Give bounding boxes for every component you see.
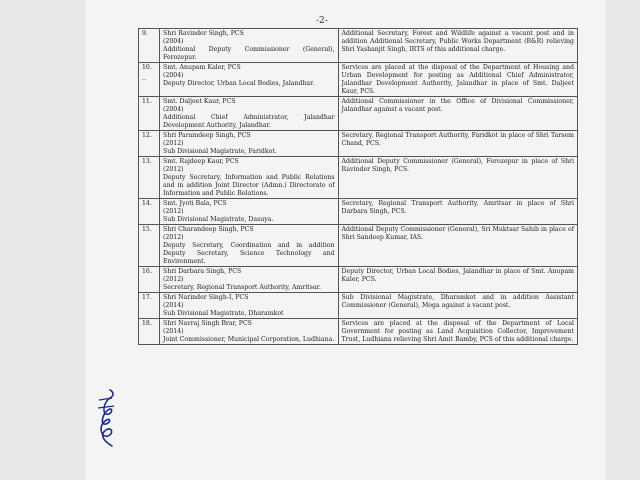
officer-batch: (2012)	[163, 208, 184, 215]
officer-name: Shri Darbara Singh, PCS	[163, 268, 242, 275]
officer-name: Shri Navraj Singh Brar, PCS	[163, 320, 252, 327]
table-row	[139, 199, 578, 225]
margin-mark: --	[142, 76, 147, 83]
table-row	[139, 131, 578, 157]
new-posting-cell: Deputy Director, Urban Local Bodies, Jalandhar in place of Smt. Anupam Kaler, PCS.	[338, 267, 577, 293]
serial-number: 14.	[139, 199, 160, 225]
table-body	[139, 29, 578, 345]
transfer-orders-table	[138, 28, 578, 345]
officer-cell	[160, 29, 339, 63]
officer-batch: (2004)	[163, 106, 184, 113]
table-row	[139, 293, 578, 319]
officer-name: Shri Paramdeep Singh, PCS	[163, 132, 251, 139]
officer-cell	[160, 63, 339, 97]
new-posting-cell: Additional Secretary, Forest and Wildlife against a vacant post and in addition Additional Secretary, Public Works Department (B&R) relieving Shri Yashanjit Singh, IRTS of this additional charge.	[338, 29, 577, 63]
serial-number: 17.	[139, 293, 160, 319]
officer-name: Smt. Anupam Kaler, PCS	[163, 64, 241, 71]
officer-current-post: Additional Deputy Commissioner (General), Ferozepur.	[163, 46, 335, 61]
officer-name: Smt. Daljeet Kaur, PCS	[163, 98, 236, 105]
officer-current-post: Deputy Secretary, Coordination and in addition Deputy Secretary, Science Technology and Environment.	[163, 242, 335, 265]
officer-batch: (2012)	[163, 276, 184, 283]
officer-batch: (2014)	[163, 302, 184, 309]
table-row	[139, 225, 578, 267]
serial-number: 10.	[139, 63, 160, 97]
serial-number: 9.	[139, 29, 160, 63]
officer-current-post: Sub Divisional Magistrate, Faridkot.	[163, 148, 277, 155]
serial-number: 11.	[139, 97, 160, 131]
officer-cell	[160, 199, 339, 225]
serial-number: 18.	[139, 319, 160, 345]
serial-number: 12.	[139, 131, 160, 157]
officer-current-post: Joint Commissioner, Municipal Corporation, Ludhiana.	[163, 336, 335, 343]
officer-cell	[160, 267, 339, 293]
officer-name: Shri Charandeep Singh, PCS	[163, 226, 254, 233]
officer-batch: (2004)	[163, 72, 184, 79]
officer-batch: (2004)	[163, 38, 184, 45]
officer-cell	[160, 131, 339, 157]
officer-current-post: Deputy Secretary, Information and Public Relations and in addition Joint Director (Admn.) Directorate of Information and Public Relations.	[163, 174, 335, 197]
new-posting-cell: Additional Deputy Commissioner (General), Ferozepur in place of Shri Ravinder Singh, PCS.	[338, 157, 577, 199]
new-posting-cell: Additional Commissioner in the Office of Divisional Commissioner, Jalandhar against a vacant post.	[338, 97, 577, 131]
officer-current-post: Deputy Director, Urban Local Bodies, Jalandhar.	[163, 80, 315, 87]
officer-name: Smt. Jyoti Bala, PCS	[163, 200, 227, 207]
officer-current-post: Sub Divisional Magistrate, Dasuya.	[163, 216, 274, 223]
table-row	[139, 319, 578, 345]
officer-current-post: Sub Divisional Magistrate, Dharamkot	[163, 310, 284, 317]
officer-batch: (2012)	[163, 234, 184, 241]
officer-cell	[160, 157, 339, 199]
officer-name: Shri Narinder Singh-I, PCS	[163, 294, 249, 301]
officer-cell	[160, 225, 339, 267]
officer-batch: (2014)	[163, 328, 184, 335]
table-row	[139, 97, 578, 131]
officer-name: Shri Ravinder Singh, PCS	[163, 30, 244, 37]
new-posting-cell: Secretary, Regional Transport Authority, Amritsar in place of Shri Darbara Singh, PCS.	[338, 199, 577, 225]
new-posting-cell: Additional Deputy Commissioner (General), Sri Muktsar Sahib in place of Shri Sandeep Kumar, IAS.	[338, 225, 577, 267]
page-number: -2-	[316, 16, 328, 26]
serial-number: 13.	[139, 157, 160, 199]
officer-current-post: Additional Chief Administrator, Jalandhar Development Authority, Jalandhar.	[163, 114, 335, 129]
new-posting-cell: Sub Divisional Magistrate, Dharamkot and in addition Assistant Commissioner (General), Moga against a vacant post.	[338, 293, 577, 319]
officer-batch: (2012)	[163, 166, 184, 173]
table-row	[139, 63, 578, 97]
new-posting-cell: Services are placed at the disposal of the Department of Local Government for posting as Land Acquisition Collector, Improvement Trust, Ludhiana relieving Shri Amit Bamby, PCS of this additional charge.	[338, 319, 577, 345]
officer-cell	[160, 319, 339, 345]
table-row	[139, 29, 578, 63]
officer-name: Smt. Rajdeep Kaur, PCS	[163, 158, 239, 165]
officer-cell	[160, 97, 339, 131]
officer-current-post: Secretary, Regional Transport Authority, Amritsar.	[163, 284, 321, 291]
new-posting-cell: Secretary, Regional Transport Authority, Faridkot in place of Shri Tarsem Chand, PCS.	[338, 131, 577, 157]
signature-image	[92, 388, 120, 448]
serial-number: 15.	[139, 225, 160, 267]
table-row	[139, 267, 578, 293]
serial-number: 16.	[139, 267, 160, 293]
officer-cell	[160, 293, 339, 319]
table-row	[139, 157, 578, 199]
new-posting-cell: Services are placed at the disposal of the Department of Housing and Urban Development for posting as Additional Chief Administrator, Jalandhar Development Authority, Jalandhar in place of Smt. Daljeet Kaur, PCS.	[338, 63, 577, 97]
officer-batch: (2012)	[163, 140, 184, 147]
